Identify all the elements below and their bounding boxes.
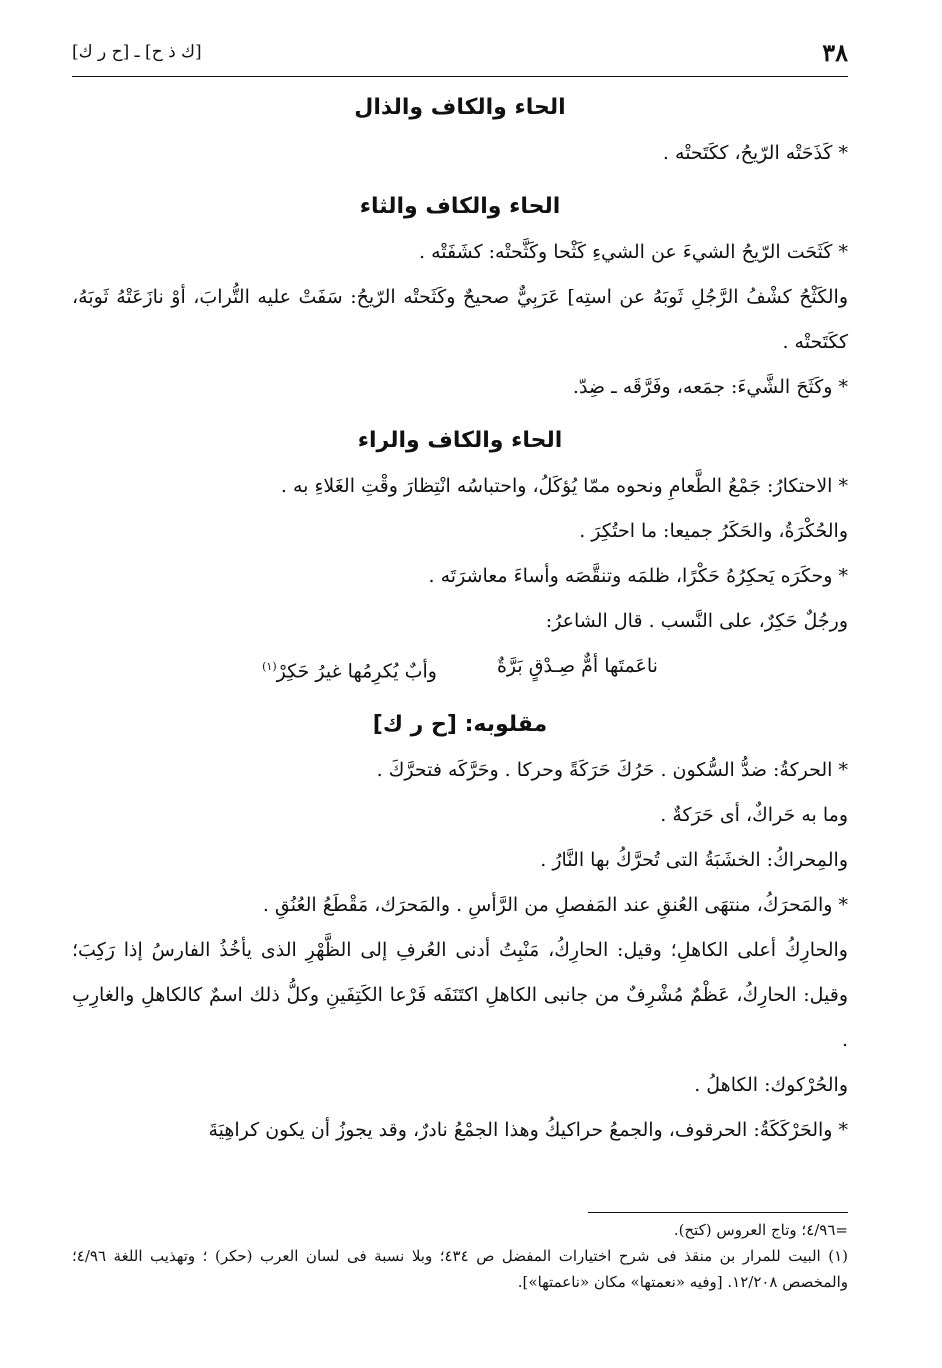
entry-paragraph: * كَثَحَت الرّيحُ الشيءَ عن الشيءِ كَثْحا وكَثَّحتْه: كشَفَتْه . <box>419 241 848 263</box>
entry-paragraph: والحارِكُ أعلى الكاهلِ؛ وقيل: الحارِكُ، مَنْبِتُ أدنى العُرفِ إلى الظَّهْرِ الذى يأخُذُ الفارسُ إذا رَكِبَ؛ وقيل: الحارِكُ، عَظْمٌ مُشْرِفٌ من جانبى الكاهلِ اكتَنَفَه فَرْعا الكَتِفَينِ وكلُّ ذلك اسمٌ كالكاهلِ والغارِبِ . <box>72 939 848 1052</box>
entry-paragraph: * وحكَرَه يَحكِرُهُ حَكْرًا، ظلمَه وتنقَّصَه وأساءَ معاشرَتَه . <box>428 565 848 587</box>
verse-second-hemistich <box>262 644 437 694</box>
footnote-continuation: =٤/٩٦؛ وتاج العروس (كتح). <box>673 1221 848 1239</box>
verse-first-hemistich: ناعَمتَها أمٌّ صِـدْقٍ بَرَّةٌ <box>496 655 658 677</box>
entry-paragraph: ورجُلٌ حَكِرٌ، على النَّسب . قال الشاعرُ: <box>545 610 848 632</box>
entry-paragraph: * والحَرْكَكَةُ: الحرقوف، والجمعُ حراكيكُ وهذا الجمْعُ نادرٌ، وقد يجوزُ أن يكون كراهِيَةَ <box>208 1119 848 1142</box>
footnote-mark: (١) <box>262 660 277 673</box>
book-page <box>72 36 848 1336</box>
page-number: ٣٨ <box>822 38 848 67</box>
running-header <box>72 36 848 77</box>
entry-paragraph: * كَذَحَتْه الرّيحُ، ككَتَحتْه . <box>662 142 848 164</box>
entry-paragraph: والمِحراكُ: الخشَبَةُ التى تُحرَّكُ بها النَّارُ . <box>540 849 848 872</box>
section-heading: الحاء والكاف والثاء <box>359 194 561 219</box>
footnotes <box>72 1212 848 1295</box>
footnote-rule <box>588 1212 848 1213</box>
entry-paragraph: * الحركةُ: ضدُّ السُّكون . حَرُكَ حَرَكَةً وحركا . وحَرَّكَه فتحرَّكَ . <box>376 759 848 782</box>
entry-paragraph: وما به حَراكٌ، أى حَرَكةٌ . <box>660 804 848 827</box>
section-heading: الحاء والكاف والذال <box>354 95 566 120</box>
entry-paragraph: * وكَثَحَ الشَّيءَ: جمَعه، وفَرَّقَه ـ ضِدّ. <box>572 376 848 398</box>
entry-paragraph: * الاحتكارُ: جَمْعُ الطَّعامِ ونحوه ممّا يُؤكَلُ، واحتباسُه انْتِظارَ وقْتِ الغَلاءِ به . <box>280 475 848 497</box>
header-roots: [ك ذ ح] ـ [ح ر ك] <box>72 42 202 62</box>
entry-paragraph: والكَثْحُ كشْفُ الرَّجُلِ ثَوبَهُ عن استِه] عَرَبِيٌّ صحيحٌ وكَثَحتْه الرّيحُ: سَفَتْ عليه التُّرابَ، أوْ نازَعَتْهُ ثَوبَهُ، ككَتَحتْه . <box>72 286 848 353</box>
footnote: (١) البيت للمرار بن منقذ فى شرح اختيارات المفضل ص ٤٣٤؛ وبلا نسبة فى لسان العرب (حكر) ؛ وتهذيب اللغة ٤/٩٦؛ والمخصص ١٢/٢٠٨. [وفيه «نعمتها» مكان «ناعمتها»]. <box>72 1247 849 1291</box>
section-heading: الحاء والكاف والراء <box>357 428 563 453</box>
poetry-verse <box>72 644 848 694</box>
section-heading: مقلوبه: [ح ر ك] <box>372 712 548 738</box>
entry-paragraph: والحُرْكوك: الكاهلُ . <box>694 1074 848 1097</box>
verse-second-text: وأبٌ يُكرِمُها غيرُ حَكِرْ <box>276 660 437 683</box>
entry-paragraph: والحُكْرَةُ، والحَكَرُ جميعا: ما احتُكِرَ . <box>579 520 848 542</box>
entry-paragraph: * والمَحرَكُ، منتهَى العُنقِ عند المَفصلِ من الرَّأسِ . والمَحرَك، مَقْطَعُ العُنُقِ . <box>262 894 848 917</box>
